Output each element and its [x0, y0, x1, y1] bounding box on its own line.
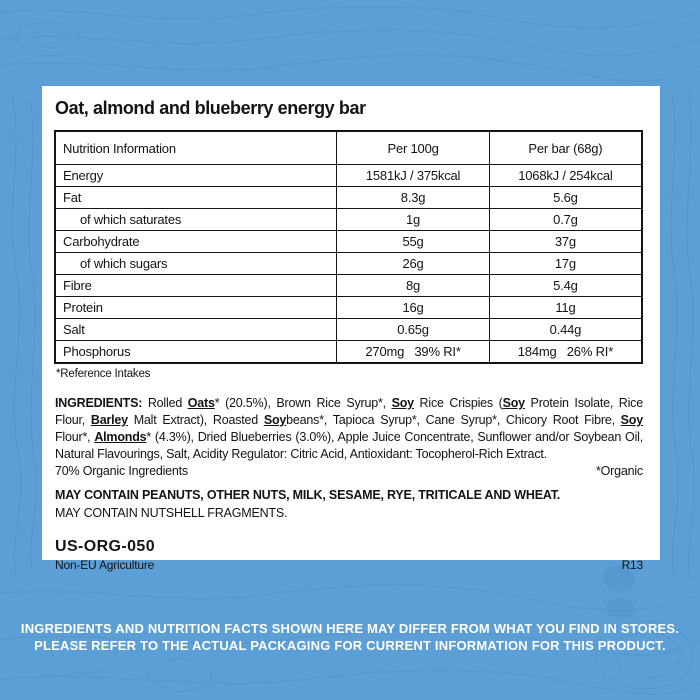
row-label: Salt: [55, 319, 337, 341]
row-value-per-100g: 26g: [337, 253, 490, 275]
header-per-bar: Per bar (68g): [489, 131, 642, 165]
row-label: of which sugars: [55, 253, 337, 275]
product-label-card: [42, 86, 660, 572]
organic-percentage-note: 70% Organic Ingredients: [55, 464, 188, 478]
row-label: Fat: [55, 187, 337, 209]
table-row-saturates: [55, 209, 642, 231]
row-value-per-100g: 1g: [337, 209, 490, 231]
table-row-phosphorus: [55, 341, 642, 364]
header-per-100g: Per 100g: [337, 131, 490, 165]
row-value-per-bar: 1068kJ / 254kcal: [489, 165, 642, 187]
row-label: Phosphorus: [55, 341, 337, 364]
product-title: Oat, almond and blueberry energy bar: [55, 98, 366, 118]
topo-contour-blobs: [602, 565, 635, 619]
agriculture-line: [55, 558, 643, 572]
row-value-per-100g: 8g: [337, 275, 490, 297]
organic-certification-code: US-ORG-050: [55, 538, 156, 555]
table-row-fat: [55, 187, 642, 209]
table-row-energy: [55, 165, 642, 187]
row-label: Fibre: [55, 275, 337, 297]
agriculture-origin: Non-EU Agriculture: [55, 558, 155, 572]
row-value-per-100g: 270mg 39% RI*: [337, 341, 490, 364]
row-value-per-bar: 5.6g: [489, 187, 642, 209]
row-value-per-100g: 8.3g: [337, 187, 490, 209]
row-value-per-100g: 16g: [337, 297, 490, 319]
row-value-per-bar: 5.4g: [489, 275, 642, 297]
row-value-per-100g: 0.65g: [337, 319, 490, 341]
row-value-per-bar: 17g: [489, 253, 642, 275]
disclaimer-line-1: INGREDIENTS AND NUTRITION FACTS SHOWN HERE MAY DIFFER FROM WHAT YOU FIND IN STORES.: [20, 621, 680, 636]
table-row-salt: [55, 319, 642, 341]
row-value-per-bar: 0.7g: [489, 209, 642, 231]
row-value-per-100g: 1581kJ / 375kcal: [337, 165, 490, 187]
allergen-may-contain-statement: MAY CONTAIN PEANUTS, OTHER NUTS, MILK, SESAME, RYE, TRITICALE AND WHEAT.: [55, 488, 561, 502]
row-label: Energy: [55, 165, 337, 187]
table-row-protein: [55, 297, 642, 319]
row-label: Protein: [55, 297, 337, 319]
nutshell-fragments-statement: MAY CONTAIN NUTSHELL FRAGMENTS.: [55, 506, 288, 520]
header-nutrition-information: Nutrition Information: [55, 131, 337, 165]
nutrition-table: [54, 130, 643, 364]
organic-asterisk-ref: *Organic: [595, 464, 643, 478]
nutrition-table-header-row: [55, 131, 642, 165]
table-row-carbohydrate: [55, 231, 642, 253]
row-value-per-bar: 0.44g: [489, 319, 642, 341]
organic-line: [55, 463, 643, 480]
row-value-per-100g: 55g: [337, 231, 490, 253]
table-row-sugars: [55, 253, 642, 275]
row-value-per-bar: 11g: [489, 297, 642, 319]
row-value-per-bar: 37g: [489, 231, 642, 253]
ingredients-paragraph: INGREDIENTS: Rolled Oats* (20.5%), Brown Rice Syrup*, Soy Rice Crispies (Soy Protein Isolate, Rice Flour, Barley Malt Extract), Roasted Soybeans*, Tapioca Syrup*, Cane Syrup*, Chicory Root Fibre, Soy Flour*, Almonds* (4.3%), Dried Blueberries (3.0%), Apple Juice Concentrate, Sunflower and/or Soybean Oil, Natural Flavourings, Salt, Acidity Regulator: Citric Acid, Antioxidant: Tocopherol-Rich Extract.: [55, 396, 643, 461]
disclaimer-line-2: PLEASE REFER TO THE ACTUAL PACKAGING FOR CURRENT INFORMATION FOR THIS PRODUCT.: [34, 638, 666, 653]
revision-code: R13: [621, 558, 643, 572]
row-label: Carbohydrate: [55, 231, 337, 253]
store-disclaimer: [0, 620, 700, 654]
reference-intakes-footnote: *Reference Intakes: [56, 368, 151, 380]
table-row-fibre: [55, 275, 642, 297]
row-label: of which saturates: [55, 209, 337, 231]
row-value-per-bar: 184mg 26% RI*: [489, 341, 642, 364]
